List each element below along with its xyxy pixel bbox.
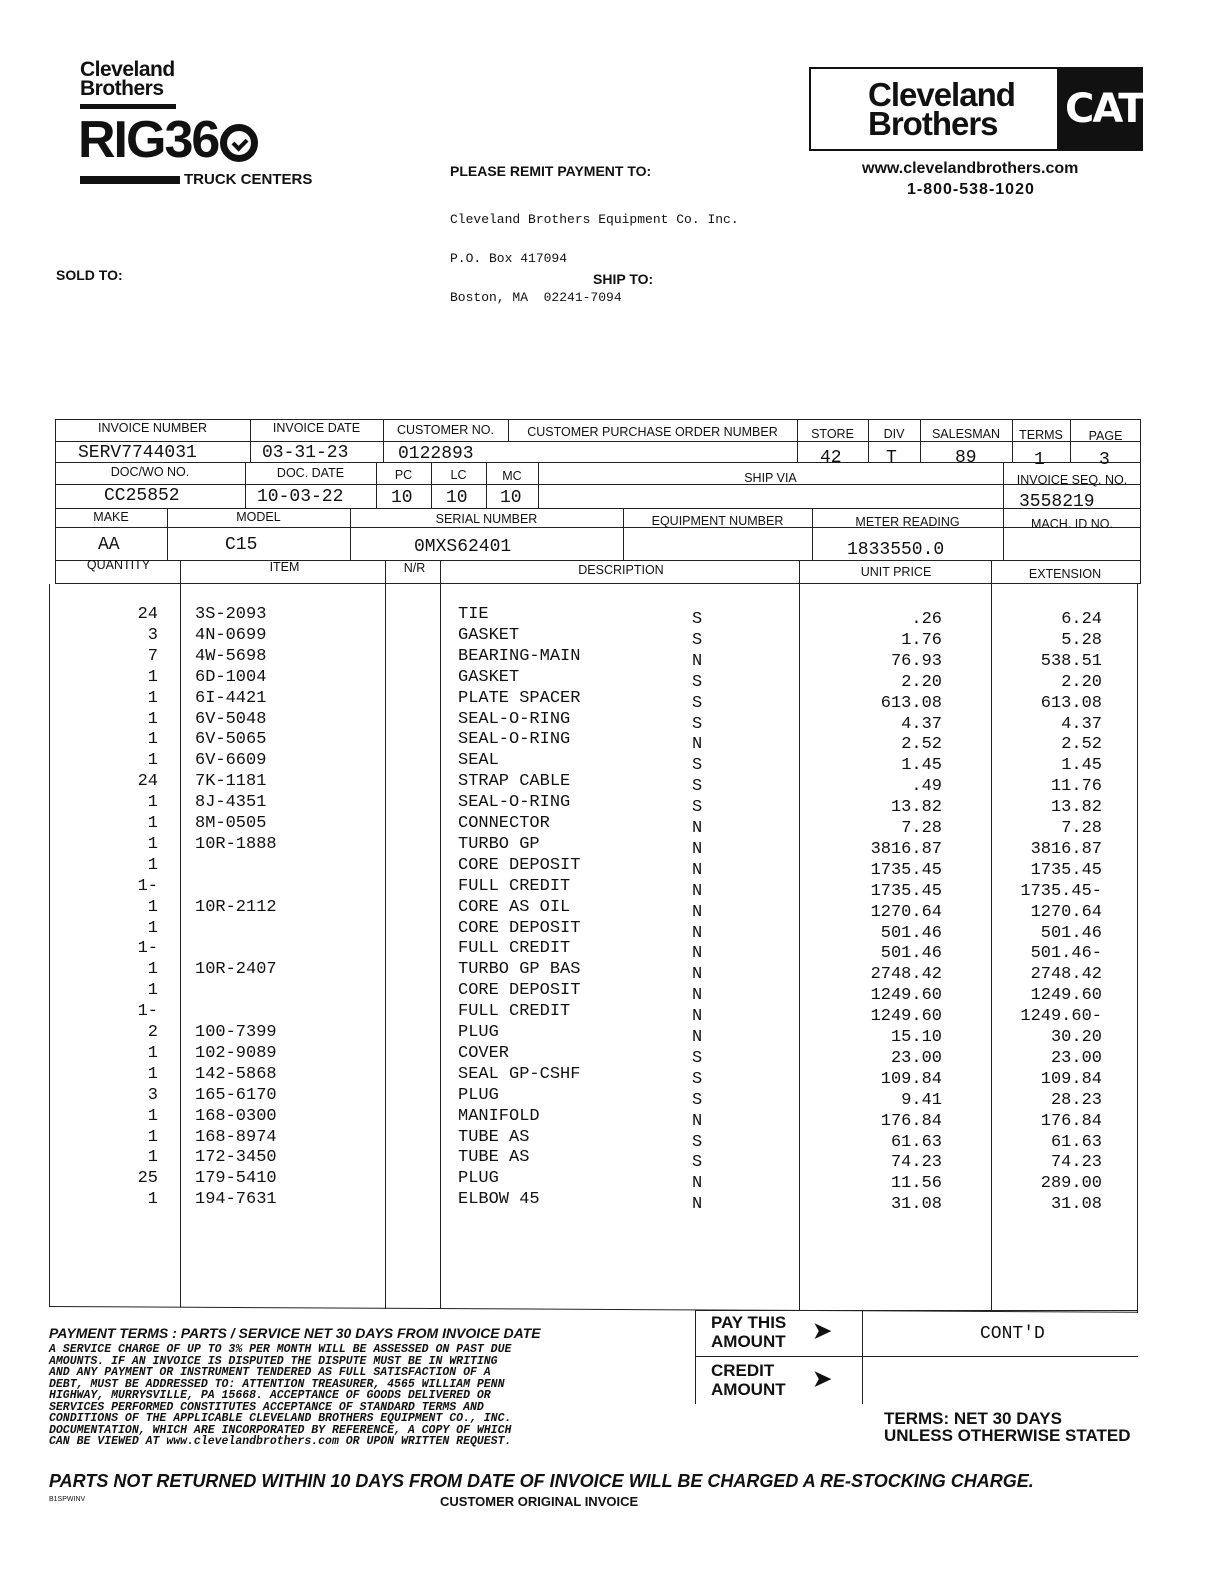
sold-to-label: SOLD TO: [56, 267, 123, 283]
line-item-number: 8M-0505 [195, 814, 267, 833]
line-extension: 2.20 [1061, 672, 1102, 692]
line-nr-code: N [692, 860, 703, 880]
grid-line [55, 441, 1141, 442]
line-description: SEAL-O-RING [458, 793, 571, 813]
mc-value: 10 [500, 488, 522, 508]
line-description: TUBE AS [458, 1127, 530, 1147]
model-label: MODEL [236, 510, 281, 524]
line-unit-price: 109.84 [880, 1069, 942, 1089]
pay-line2: AMOUNT [711, 1332, 786, 1351]
line-qty: 1- [137, 1002, 158, 1022]
line-qty: 1 [147, 667, 158, 687]
line-unit-price: 9.41 [901, 1090, 942, 1110]
line-item-row [0, 1043, 1225, 1068]
line-item-number: 7K-1181 [195, 772, 267, 792]
line-extension: 23.00 [1050, 1048, 1102, 1068]
form-code: B1SPWINV [49, 1496, 86, 1503]
line-nr-code: N [692, 923, 703, 943]
line-item-row [0, 1002, 1225, 1027]
line-qty: 7 [147, 646, 158, 666]
left-logo-line1: Cleveland [80, 58, 175, 81]
line-nr-code: S [692, 1132, 703, 1152]
net-line1: TERMS: NET 30 DAYS [884, 1409, 1062, 1428]
line-nr-code: N [692, 1195, 703, 1215]
line-description: ELBOW 45 [458, 1190, 540, 1210]
line-item-row [0, 688, 1225, 713]
line-unit-price: 7.28 [901, 819, 942, 838]
line-extension: 28.23 [1050, 1090, 1102, 1110]
div-value: T [886, 448, 897, 468]
line-qty: 1 [147, 751, 158, 771]
line-item-number: 179-5410 [195, 1169, 277, 1189]
col-quantity: QUANTITY [86, 558, 151, 572]
line-unit-price: 176.84 [880, 1111, 942, 1131]
line-qty: 1- [137, 939, 158, 959]
ship-via-label: SHIP VIA [744, 471, 797, 485]
cat-logo-text: CAT [1065, 86, 1144, 132]
line-item-number: 172-3450 [195, 1148, 277, 1168]
line-description: CORE DEPOSIT [458, 918, 581, 938]
page-label: PAGE [1088, 429, 1123, 443]
line-description: SEAL-O-RING [458, 709, 571, 729]
line-nr-code: S [692, 756, 703, 776]
line-item-row [0, 1127, 1225, 1152]
line-qty: 1 [147, 814, 158, 833]
net-line2: UNLESS OTHERWISE STATED [884, 1426, 1131, 1445]
line-nr-code: S [692, 610, 703, 629]
line-item-number: 6D-1004 [195, 667, 267, 687]
rig360-text: RIG36 [78, 111, 219, 169]
line-item-number: 100-7399 [195, 1023, 277, 1042]
serial-label: SERIAL NUMBER [435, 512, 538, 526]
store-label: STORE [811, 427, 854, 441]
make-label: MAKE [93, 510, 129, 524]
pay-amount-label [711, 1313, 786, 1351]
line-description: PLATE SPACER [458, 688, 581, 708]
pay-line1: PAY THIS [711, 1313, 787, 1332]
line-item-row [0, 814, 1225, 838]
line-description: CONNECTOR [458, 814, 550, 833]
line-item-row [0, 772, 1225, 797]
line-nr-code: S [692, 672, 703, 692]
credit-line2: AMOUNT [711, 1380, 786, 1399]
line-item-number: 6V-5065 [195, 730, 267, 750]
line-extension: 501.46 [1040, 923, 1102, 943]
pay-amount-value: CONT'D [980, 1324, 1045, 1344]
line-nr-code: S [692, 1090, 703, 1110]
line-item-row [0, 667, 1225, 692]
line-item-row [0, 876, 1225, 901]
line-item-number: 102-9089 [195, 1043, 277, 1063]
line-nr-code: N [692, 1007, 703, 1027]
line-nr-code: N [692, 965, 703, 985]
line-nr-code: N [692, 881, 703, 901]
line-extension: 501.46- [1030, 944, 1102, 964]
line-nr-code: S [692, 1153, 703, 1173]
line-unit-price: 1735.45 [870, 881, 942, 901]
line-item-row [0, 960, 1225, 985]
line-unit-price: 11.56 [890, 1174, 942, 1194]
make-value: AA [98, 535, 120, 555]
line-qty: 25 [137, 1169, 158, 1189]
truck-centers-label: TRUCK CENTERS [184, 171, 313, 188]
remit-line1: Cleveland Brothers Equipment Co. Inc. [450, 212, 739, 227]
line-nr-code: N [692, 651, 703, 671]
line-unit-price: 501.46 [880, 944, 942, 964]
line-nr-code: N [692, 902, 703, 922]
remit-line2: P.O. Box 417094 [450, 251, 568, 266]
line-item-number: 10R-2112 [195, 897, 277, 917]
line-unit-price: 3816.87 [870, 839, 942, 859]
line-qty: 1 [147, 1064, 158, 1084]
line-item-row [0, 646, 1225, 671]
line-item-number: 3S-2093 [195, 605, 267, 624]
line-item-row [0, 1148, 1225, 1173]
line-qty: 24 [137, 605, 158, 624]
line-qty: 1 [147, 855, 158, 875]
line-nr-code: N [692, 735, 703, 755]
line-item-row [0, 1169, 1225, 1194]
line-unit-price: 2.52 [901, 735, 942, 755]
left-logo-name [80, 60, 175, 98]
line-unit-price: 613.08 [880, 693, 942, 713]
line-item-row [0, 981, 1225, 1006]
line-item-row [0, 1106, 1225, 1131]
salesman-label: SALESMAN [931, 427, 1001, 441]
right-logo-line1: Cleveland [868, 76, 1015, 113]
line-item-number: 168-8974 [195, 1127, 277, 1147]
line-description: PLUG [458, 1085, 499, 1105]
line-extension: 109.84 [1040, 1069, 1102, 1089]
line-description: GASKET [458, 625, 520, 645]
col-nr: N/R [403, 561, 426, 575]
line-description: FULL CREDIT [458, 1002, 571, 1022]
line-item-number: 4W-5698 [195, 646, 267, 666]
line-unit-price: 1270.64 [870, 902, 942, 922]
line-unit-price: 61.63 [890, 1132, 942, 1152]
line-item-number: 6V-5048 [195, 709, 267, 729]
customer-po-label: CUSTOMER PURCHASE ORDER NUMBER [527, 425, 778, 439]
line-unit-price: 501.46 [880, 923, 942, 943]
line-nr-code: N [692, 1111, 703, 1131]
serial-value: 0MXS62401 [414, 537, 512, 557]
equipment-label: EQUIPMENT NUMBER [651, 514, 784, 528]
line-nr-code: N [692, 1028, 703, 1047]
line-description: COVER [458, 1043, 510, 1063]
customer-no-label: CUSTOMER NO. [397, 423, 494, 437]
line-extension: 1.45 [1061, 756, 1102, 776]
line-nr-code: S [692, 693, 703, 713]
line-unit-price: 1249.60 [870, 986, 942, 1006]
invoice-number-value: SERV7744031 [78, 443, 197, 463]
line-item-row [0, 1085, 1225, 1110]
line-unit-price: 13.82 [890, 798, 942, 818]
line-qty: 1 [147, 688, 158, 708]
line-description: FULL CREDIT [458, 939, 571, 959]
line-description: TIE [458, 605, 489, 624]
line-item-row [0, 793, 1225, 818]
store-value: 42 [820, 448, 842, 468]
line-item-number: 4N-0699 [195, 625, 267, 645]
line-nr-code: N [692, 944, 703, 964]
invoice-seq-label: INVOICE SEQ. NO. [1016, 473, 1128, 487]
line-nr-code: S [692, 630, 703, 650]
line-unit-price: 76.93 [890, 651, 942, 671]
line-qty: 2 [147, 1023, 158, 1042]
invoice-number-label: INVOICE NUMBER [97, 421, 208, 435]
invoice-date-label: INVOICE DATE [272, 421, 361, 435]
line-item-row [0, 1064, 1225, 1089]
lc-label: LC [450, 468, 467, 482]
line-description: MANIFOLD [458, 1106, 540, 1126]
line-extension: 30.20 [1050, 1028, 1102, 1047]
line-item-number: 6V-6609 [195, 751, 267, 771]
line-description: PLUG [458, 1169, 499, 1189]
line-qty: 1 [147, 981, 158, 1001]
line-item-row [0, 1023, 1225, 1047]
right-logo-name [868, 76, 1015, 142]
credit-amount-label [711, 1361, 786, 1399]
line-qty: 1 [147, 897, 158, 917]
line-qty: 1 [147, 1043, 158, 1063]
line-item-row [0, 855, 1225, 880]
line-unit-price: .26 [911, 610, 942, 629]
line-extension: 289.00 [1040, 1174, 1102, 1194]
ship-to-label: SHIP TO: [593, 271, 654, 287]
line-qty: 3 [147, 1085, 158, 1105]
line-item-row [0, 834, 1225, 859]
rig360-logo [78, 112, 258, 168]
line-nr-code: S [692, 777, 703, 797]
remit-address [450, 187, 739, 317]
amount-vline [862, 1310, 863, 1404]
model-value: C15 [225, 535, 258, 555]
line-extension: 1735.45- [1020, 881, 1102, 901]
line-item-number: 8J-4351 [195, 793, 267, 813]
line-description: BEARING-MAIN [458, 646, 581, 666]
line-unit-price: 1249.60 [870, 1007, 942, 1027]
right-logo-line2: Brothers [868, 105, 998, 142]
pc-value: 10 [391, 488, 413, 508]
customer-no-value: 0122893 [398, 444, 474, 464]
line-description: SEAL GP-CSHF [458, 1064, 581, 1084]
line-description: TURBO GP BAS [458, 960, 581, 980]
line-unit-price: 1.45 [901, 756, 942, 776]
line-item-number: 10R-2407 [195, 960, 277, 980]
line-unit-price: 74.23 [890, 1153, 942, 1173]
col-unit-price: UNIT PRICE [860, 565, 932, 579]
terms-value: 1 [1034, 450, 1045, 470]
line-nr-code: N [692, 986, 703, 1006]
terms-text: A SERVICE CHARGE OF UP TO 3% PER MONTH WILL BE ASSESSED ON PAST DUE AMOUNTS. IF AN INVOICE IS DISPUTED THE DISPUTE MUST BE IN WRITING AND ANY PAYMENT OR INSTRUMENT TENDERED AS FULL SATISFACTION OF A DEBT, MUST BE ADDRESSED TO: ATTENTION TREASURER, 4565 WILLIAM PENN HIGHWAY, MURRYSVILLE, PA 15668. ACCEPTANCE OF GOODS DELIVERED OR SERVICES PERFORMED CONSTITUTES ACCEPTANCE OF STANDARD TERMS AND CONDITIONS OF THE APPLICABLE CLEVELAND BROTHERS EQUIPMENT CO., INC. DOCUMENTATION, WHICH ARE INCORPORATED BY REFERENCE, A COPY OF WHICH CAN BE VIEWED AT www.clevelandbrothers.com OR UPON WRITTEN REQUEST. [49, 1343, 512, 1448]
left-logo-bar [80, 104, 176, 109]
line-description: SEAL-O-RING [458, 730, 571, 750]
line-unit-price: 1735.45 [870, 860, 942, 880]
line-item-number: 194-7631 [195, 1190, 277, 1210]
line-description: SEAL [458, 751, 499, 771]
line-unit-price: 2748.42 [870, 965, 942, 985]
payment-terms: PAYMENT TERMS : PARTS / SERVICE NET 30 DAYS FROM INVOICE DATE [49, 1325, 541, 1341]
left-logo-line2: Brothers [80, 77, 164, 100]
col-item: ITEM [269, 560, 300, 574]
line-extension: 538.51 [1040, 651, 1102, 671]
truck-centers-bar [80, 176, 180, 184]
line-extension: 13.82 [1050, 798, 1102, 818]
line-nr-code: N [692, 839, 703, 859]
line-item-row [0, 605, 1225, 629]
line-extension: 31.08 [1050, 1195, 1102, 1215]
line-qty: 3 [147, 625, 158, 645]
line-unit-price: 2.20 [901, 672, 942, 692]
invoice-seq-value: 3558219 [1019, 492, 1095, 512]
line-description: STRAP CABLE [458, 772, 571, 792]
line-unit-price: .49 [911, 777, 942, 797]
line-extension: 11.76 [1050, 777, 1102, 797]
salesman-value: 89 [955, 448, 977, 468]
line-extension: 3816.87 [1030, 839, 1102, 859]
line-qty: 1 [147, 1190, 158, 1210]
line-item-row [0, 709, 1225, 734]
net-terms [884, 1410, 1131, 1444]
line-extension: 1249.60 [1030, 986, 1102, 1006]
line-item-row [0, 918, 1225, 943]
grid-line [55, 462, 1141, 463]
line-extension: 74.23 [1050, 1153, 1102, 1173]
cat-logo [1057, 68, 1143, 151]
line-item-number: 142-5868 [195, 1064, 277, 1084]
line-extension: 6.24 [1061, 610, 1102, 629]
invoice-date-value: 03-31-23 [262, 443, 349, 463]
line-qty: 24 [137, 772, 158, 792]
div-label: DIV [883, 427, 905, 441]
line-extension: 2748.42 [1030, 965, 1102, 985]
terms-label: TERMS [1019, 428, 1063, 442]
restocking-notice: PARTS NOT RETURNED WITHIN 10 DAYS FROM DATE OF INVOICE WILL BE CHARGED A RE-STOCKING CHARGE. [49, 1471, 1034, 1491]
line-item-row [0, 939, 1225, 964]
meter-value: 1833550.0 [847, 540, 945, 560]
docwo-label: DOC/WO NO. [110, 465, 190, 479]
line-extension: 5.28 [1061, 630, 1102, 650]
line-unit-price: 31.08 [890, 1195, 942, 1215]
credit-arrow-icon: ➤ [813, 1366, 832, 1391]
line-qty: 1 [147, 960, 158, 980]
line-qty: 1 [147, 1106, 158, 1126]
line-nr-code: N [692, 819, 703, 838]
line-nr-code: S [692, 798, 703, 818]
rig360-check-icon [220, 124, 258, 162]
line-qty: 1 [147, 730, 158, 750]
line-extension: 61.63 [1050, 1132, 1102, 1152]
line-description: CORE AS OIL [458, 897, 571, 917]
line-qty: 1 [147, 1148, 158, 1168]
grid-vline [1003, 508, 1004, 560]
line-unit-price: 23.00 [890, 1048, 942, 1068]
page-value: 3 [1099, 450, 1110, 470]
remit-heading: PLEASE REMIT PAYMENT TO: [450, 163, 652, 179]
line-item-number: 6I-4421 [195, 688, 267, 708]
credit-line1: CREDIT [711, 1361, 775, 1380]
line-nr-code: S [692, 714, 703, 734]
doc-date-label: DOC. DATE [276, 466, 345, 480]
line-item-row [0, 751, 1225, 776]
remit-line3: Boston, MA 02241-7094 [450, 290, 622, 305]
line-unit-price: 1.76 [901, 630, 942, 650]
line-description: CORE DEPOSIT [458, 981, 581, 1001]
line-description: FULL CREDIT [458, 876, 571, 896]
line-extension: 1270.64 [1030, 902, 1102, 922]
line-description: GASKET [458, 667, 520, 687]
line-extension: 2.52 [1061, 735, 1102, 755]
line-item-row [0, 730, 1225, 755]
line-extension: 1249.60- [1020, 1007, 1102, 1027]
line-extension: 613.08 [1040, 693, 1102, 713]
meter-label: METER READING [855, 515, 960, 529]
mach-id-label: MACH. ID NO. [1031, 517, 1113, 531]
col-description: DESCRIPTION [578, 563, 664, 577]
line-nr-code: N [692, 1174, 703, 1194]
line-nr-code: S [692, 1048, 703, 1068]
line-item-number: 10R-1888 [195, 834, 277, 854]
amount-hline [695, 1356, 1138, 1357]
line-unit-price: 15.10 [890, 1028, 942, 1047]
line-extension: 4.37 [1061, 714, 1102, 734]
line-description: CORE DEPOSIT [458, 855, 581, 875]
line-nr-code: S [692, 1069, 703, 1089]
line-item-row [0, 625, 1225, 650]
mc-label: MC [502, 469, 522, 483]
phone-number: 1-800-538-1020 [907, 181, 1035, 198]
line-qty: 1- [137, 876, 158, 896]
line-item-row [0, 897, 1225, 922]
line-extension: 1735.45 [1030, 860, 1102, 880]
line-qty: 1 [147, 793, 158, 813]
grid-line [55, 508, 1141, 509]
line-description: TURBO GP [458, 834, 540, 854]
line-item-number: 165-6170 [195, 1085, 277, 1105]
doc-date-value: 10-03-22 [257, 487, 344, 507]
lc-value: 10 [446, 488, 468, 508]
line-extension: 7.28 [1061, 819, 1102, 838]
line-qty: 1 [147, 918, 158, 938]
line-description: TUBE AS [458, 1148, 530, 1168]
line-description: PLUG [458, 1023, 499, 1042]
line-extension: 176.84 [1040, 1111, 1102, 1131]
line-qty: 1 [147, 834, 158, 854]
pc-label: PC [394, 468, 413, 482]
line-item-number: 168-0300 [195, 1106, 277, 1126]
line-unit-price: 4.37 [901, 714, 942, 734]
line-qty: 1 [147, 709, 158, 729]
line-qty: 1 [147, 1127, 158, 1147]
pay-arrow-icon: ➤ [813, 1318, 832, 1343]
website[interactable]: www.clevelandbrothers.com [862, 160, 1079, 177]
customer-original-label: CUSTOMER ORIGINAL INVOICE [440, 1494, 639, 1509]
col-extension: EXTENSION [1028, 567, 1102, 581]
line-item-row [0, 1190, 1225, 1215]
grid-vline [538, 462, 539, 508]
docwo-value: CC25852 [104, 486, 180, 506]
